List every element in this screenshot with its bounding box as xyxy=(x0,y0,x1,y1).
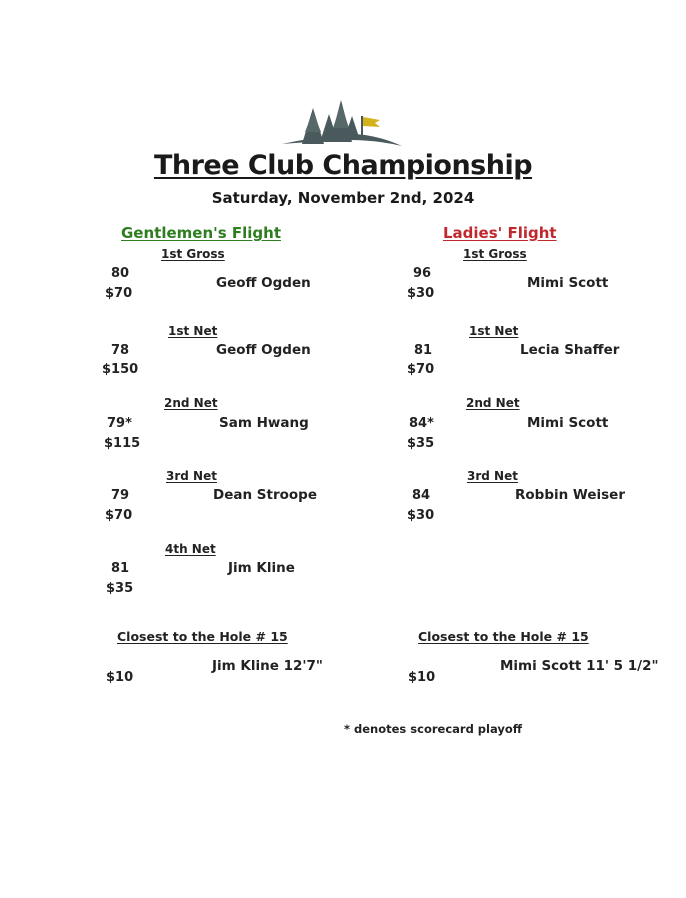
gent-score-2nd-net: 79* xyxy=(107,416,132,431)
ladies-name-1st-gross: Mimi Scott xyxy=(527,275,609,291)
gentlemen-flight-heading: Gentlemen's Flight xyxy=(121,224,281,242)
gent-score-3rd-net: 79 xyxy=(111,488,130,503)
gent-closest-heading: Closest to the Hole # 15 xyxy=(117,629,288,644)
gent-name-4th-net: Jim Kline xyxy=(228,560,295,576)
ladies-name-2nd-net: Mimi Scott xyxy=(527,415,609,431)
ladies-closest-heading: Closest to the Hole # 15 xyxy=(418,629,589,644)
gent-name-1st-gross: Geoff Ogden xyxy=(216,275,311,291)
ladies-category-2nd-net: 2nd Net xyxy=(466,396,520,410)
gent-category-1st-gross: 1st Gross xyxy=(161,247,225,261)
gent-closest-prize: $10 xyxy=(106,670,134,685)
gent-name-2nd-net: Sam Hwang xyxy=(219,415,309,431)
ladies-score-2nd-net: 84* xyxy=(409,416,434,431)
gent-score-1st-gross: 80 xyxy=(111,266,130,281)
ladies-score-3rd-net: 84 xyxy=(412,488,431,503)
ladies-prize-3rd-net: $30 xyxy=(407,508,435,523)
gent-prize-4th-net: $35 xyxy=(106,581,134,596)
gent-name-1st-net: Geoff Ogden xyxy=(216,342,311,358)
ladies-category-1st-gross: 1st Gross xyxy=(463,247,527,261)
event-date: Saturday, November 2nd, 2024 xyxy=(211,189,475,207)
gent-prize-2nd-net: $115 xyxy=(104,436,141,451)
gent-prize-3rd-net: $70 xyxy=(105,508,133,523)
page-title: Three Club Championship xyxy=(153,150,533,181)
gent-prize-1st-net: $150 xyxy=(102,362,139,377)
ladies-flight-heading: Ladies' Flight xyxy=(443,224,557,242)
gent-prize-1st-gross: $70 xyxy=(105,286,133,301)
pine-trees-flag-logo-icon xyxy=(280,98,404,152)
ladies-prize-1st-gross: $30 xyxy=(407,286,435,301)
ladies-score-1st-net: 81 xyxy=(414,343,433,358)
ladies-name-1st-net: Lecia Shaffer xyxy=(520,342,620,358)
ladies-score-1st-gross: 96 xyxy=(413,266,432,281)
gent-name-3rd-net: Dean Stroope xyxy=(213,487,317,503)
ladies-category-3rd-net: 3rd Net xyxy=(467,469,518,483)
ladies-name-3rd-net: Robbin Weiser xyxy=(515,487,625,503)
ladies-prize-1st-net: $70 xyxy=(407,362,435,377)
gent-score-1st-net: 78 xyxy=(111,343,130,358)
ladies-category-1st-net: 1st Net xyxy=(469,324,519,338)
gent-closest-name: Jim Kline 12'7" xyxy=(212,658,323,674)
ladies-closest-prize: $10 xyxy=(408,670,436,685)
ladies-prize-2nd-net: $35 xyxy=(407,436,435,451)
gent-category-2nd-net: 2nd Net xyxy=(164,396,218,410)
gent-score-4th-net: 81 xyxy=(111,561,130,576)
gent-category-3rd-net: 3rd Net xyxy=(166,469,217,483)
gent-category-1st-net: 1st Net xyxy=(168,324,218,338)
playoff-footnote: * denotes scorecard playoff xyxy=(344,722,523,736)
gent-category-4th-net: 4th Net xyxy=(165,542,216,556)
ladies-closest-name: Mimi Scott 11' 5 1/2" xyxy=(500,658,659,674)
